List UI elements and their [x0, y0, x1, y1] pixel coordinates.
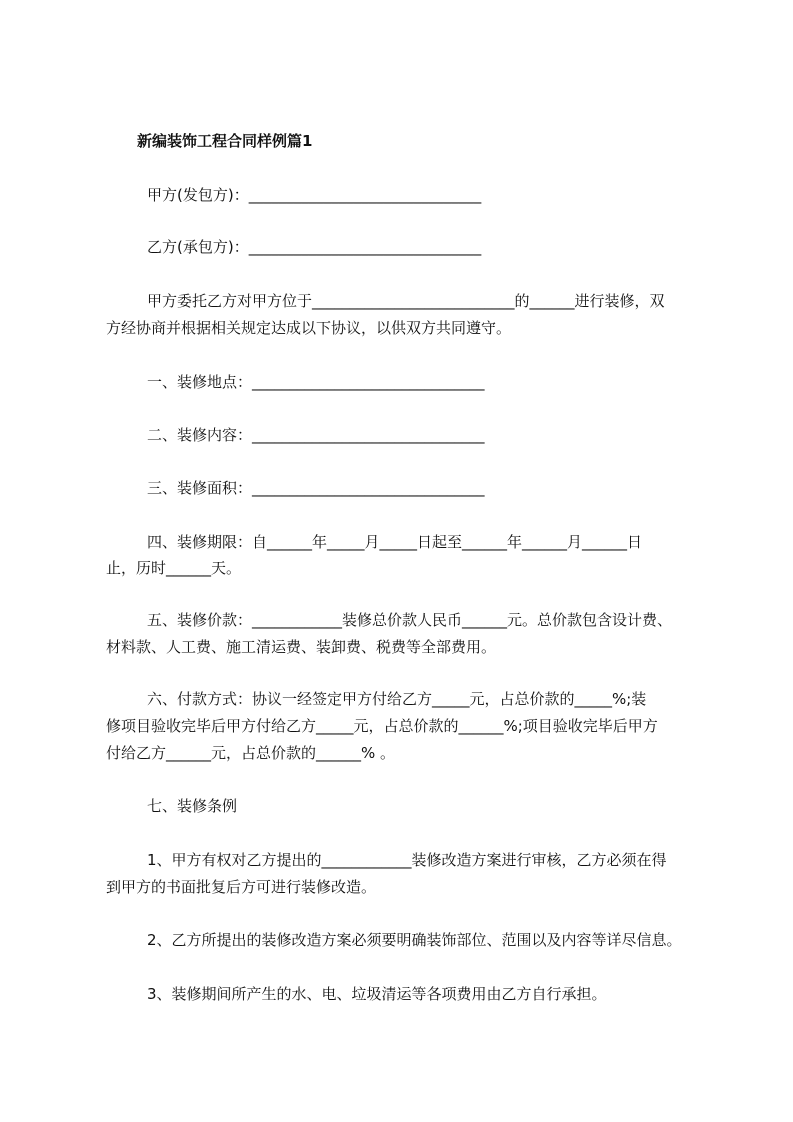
item-period-line-1: 四、装修期限：自______年_____月_____日起至______年______月______日: [147, 533, 643, 551]
item-payment-line-1: 六、付款方式：协议一经签定甲方付给乙方_____元，占总价款的_____%;装: [147, 690, 647, 708]
item-location: 一、装修地点：_______________________________: [147, 373, 485, 391]
item-area: 三、装修面积：_______________________________: [147, 479, 485, 497]
item-rules-heading: 七、装修条例: [147, 797, 238, 815]
item-price-line-1: 五、装修价款：____________装修总价款人民币______元。总价款包含设计费、: [147, 611, 673, 629]
clause-2: 2、乙方所提出的装修改造方案必须要明确装饰部位、范围以及内容等详尽信息。: [147, 931, 682, 949]
item-payment-line-2: 修项目验收完毕后甲方付给乙方_____元，占总价款的______%;项目验收完毕后甲方: [106, 717, 658, 735]
item-content: 二、装修内容：_______________________________: [147, 426, 485, 444]
item-price-line-2: 材料款、人工费、施工清运费、装卸费、税费等全部费用。: [106, 638, 497, 656]
clause-1-line-1: 1、甲方有权对乙方提出的____________装修改造方案进行审核，乙方必须在得: [147, 851, 667, 869]
intro-line-1: 甲方委托乙方对甲方位于___________________________的______进行装修，双: [147, 292, 665, 310]
item-period-line-2: 止，历时______天。: [106, 559, 242, 577]
clause-1-line-2: 到甲方的书面批复后方可进行装修改造。: [106, 878, 377, 896]
party-a-line: 甲方(发包方)：_______________________________: [147, 186, 482, 204]
item-payment-line-3: 付给乙方______元，占总价款的______% 。: [106, 744, 396, 762]
party-b-line: 乙方(承包方)：_______________________________: [147, 238, 482, 256]
clause-3: 3、装修期间所产生的水、电、垃圾清运等各项费用由乙方自行承担。: [147, 985, 607, 1003]
document-title: 新编装饰工程合同样例篇1: [137, 132, 313, 150]
intro-line-2: 方经协商并根据相关规定达成以下协议，以供双方共同遵守。: [106, 319, 512, 337]
